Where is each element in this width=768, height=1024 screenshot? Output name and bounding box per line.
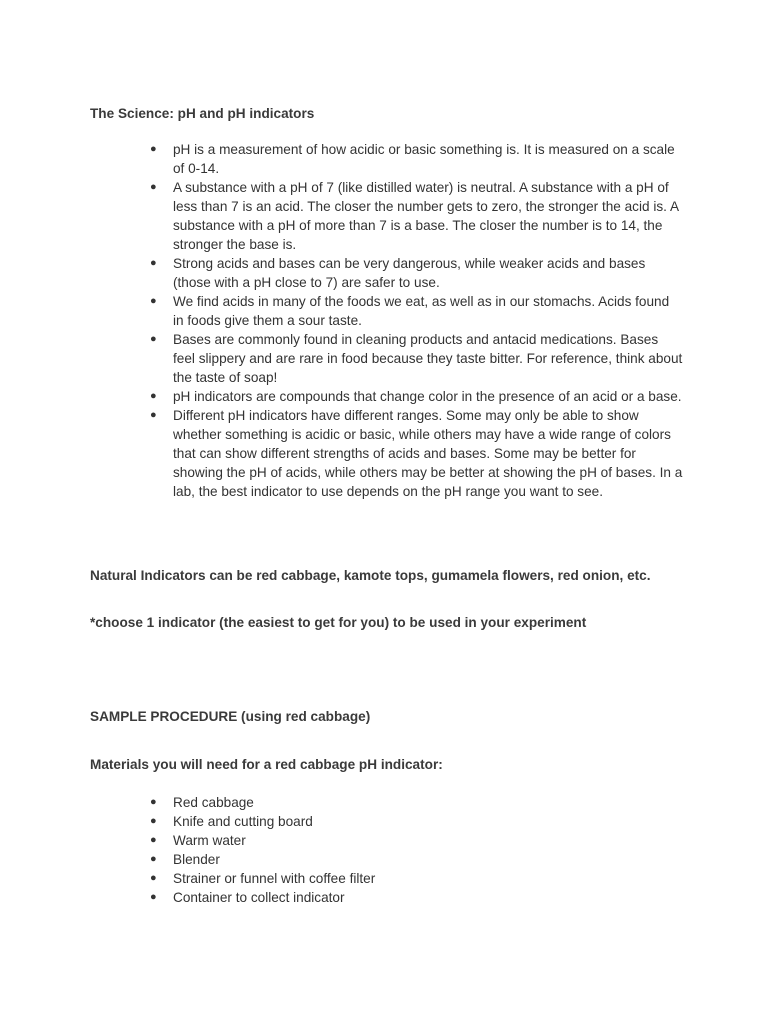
list-item (150, 254, 683, 292)
list-item (150, 850, 683, 869)
material-text: Container to collect indicator (173, 890, 345, 905)
bullet-text: A substance with a pH of 7 (like distilled water) is neutral. A substance with a pH of less than 7 is an acid. The closer the number gets to zero, the stronger the acid is. A substance with a pH of more than 7 is a base. The closer the number is to 14, the stronger the base is. (173, 180, 679, 252)
bullet-text: Bases are commonly found in cleaning products and antacid medications. Bases feel slippery and are rare in food because they taste bitter. For reference, think about the taste of soap! (173, 332, 683, 385)
list-item (150, 869, 683, 888)
list-item (150, 330, 683, 387)
materials-heading: Materials you will need for a red cabbage pH indicator: (90, 757, 443, 772)
science-heading: The Science: pH and pH indicators (90, 106, 315, 121)
list-item (150, 406, 683, 501)
material-text: Red cabbage (173, 795, 254, 810)
bullet-text: Different pH indicators have different ranges. Some may only be able to show whether something is acidic or basic, while others may have a wide range of colors that can show different strengths of acids and bases. Some may be better for showing the pH of acids, while others may be better at showing the pH of bases. In a lab, the best indicator to use depends on the pH range you want to see. (173, 408, 683, 499)
materials-bullet-list (150, 793, 683, 907)
bullet-icon: ● (150, 257, 157, 269)
list-item (150, 387, 683, 406)
material-text: Warm water (173, 833, 246, 848)
natural-indicators-text: Natural Indicators can be red cabbage, kamote tops, gumamela flowers, red onion, etc. (90, 568, 651, 583)
bullet-icon: ● (150, 834, 157, 846)
material-text: Strainer or funnel with coffee filter (173, 871, 376, 886)
bullet-icon: ● (150, 409, 157, 421)
list-item (150, 178, 683, 254)
bullet-text: pH is a measurement of how acidic or basic something is. It is measured on a scale of 0-14. (173, 142, 675, 176)
sample-procedure-heading: SAMPLE PROCEDURE (using red cabbage) (90, 709, 371, 724)
bullet-icon: ● (150, 295, 157, 307)
list-item (150, 140, 683, 178)
bullet-text: pH indicators are compounds that change color in the presence of an acid or a base. (173, 389, 682, 404)
bullet-text: We find acids in many of the foods we eat, as well as in our stomachs. Acids found in foods give them a sour taste. (173, 294, 670, 328)
science-bullet-list (150, 140, 683, 501)
bullet-icon: ● (150, 853, 157, 865)
bullet-icon: ● (150, 815, 157, 827)
bullet-icon: ● (150, 181, 157, 193)
material-text: Blender (173, 852, 220, 867)
bullet-icon: ● (150, 796, 157, 808)
list-item (150, 793, 683, 812)
list-item (150, 888, 683, 907)
bullet-icon: ● (150, 891, 157, 903)
bullet-icon: ● (150, 143, 157, 155)
material-text: Knife and cutting board (173, 814, 313, 829)
list-item (150, 292, 683, 330)
bullet-icon: ● (150, 390, 157, 402)
list-item (150, 831, 683, 850)
bullet-icon: ● (150, 872, 157, 884)
bullet-icon: ● (150, 333, 157, 345)
bullet-text: Strong acids and bases can be very dangerous, while weaker acids and bases (those with a pH close to 7) are safer to use. (173, 256, 646, 290)
choose-indicator-note: *choose 1 indicator (the easiest to get for you) to be used in your experiment (90, 615, 587, 630)
list-item (150, 812, 683, 831)
